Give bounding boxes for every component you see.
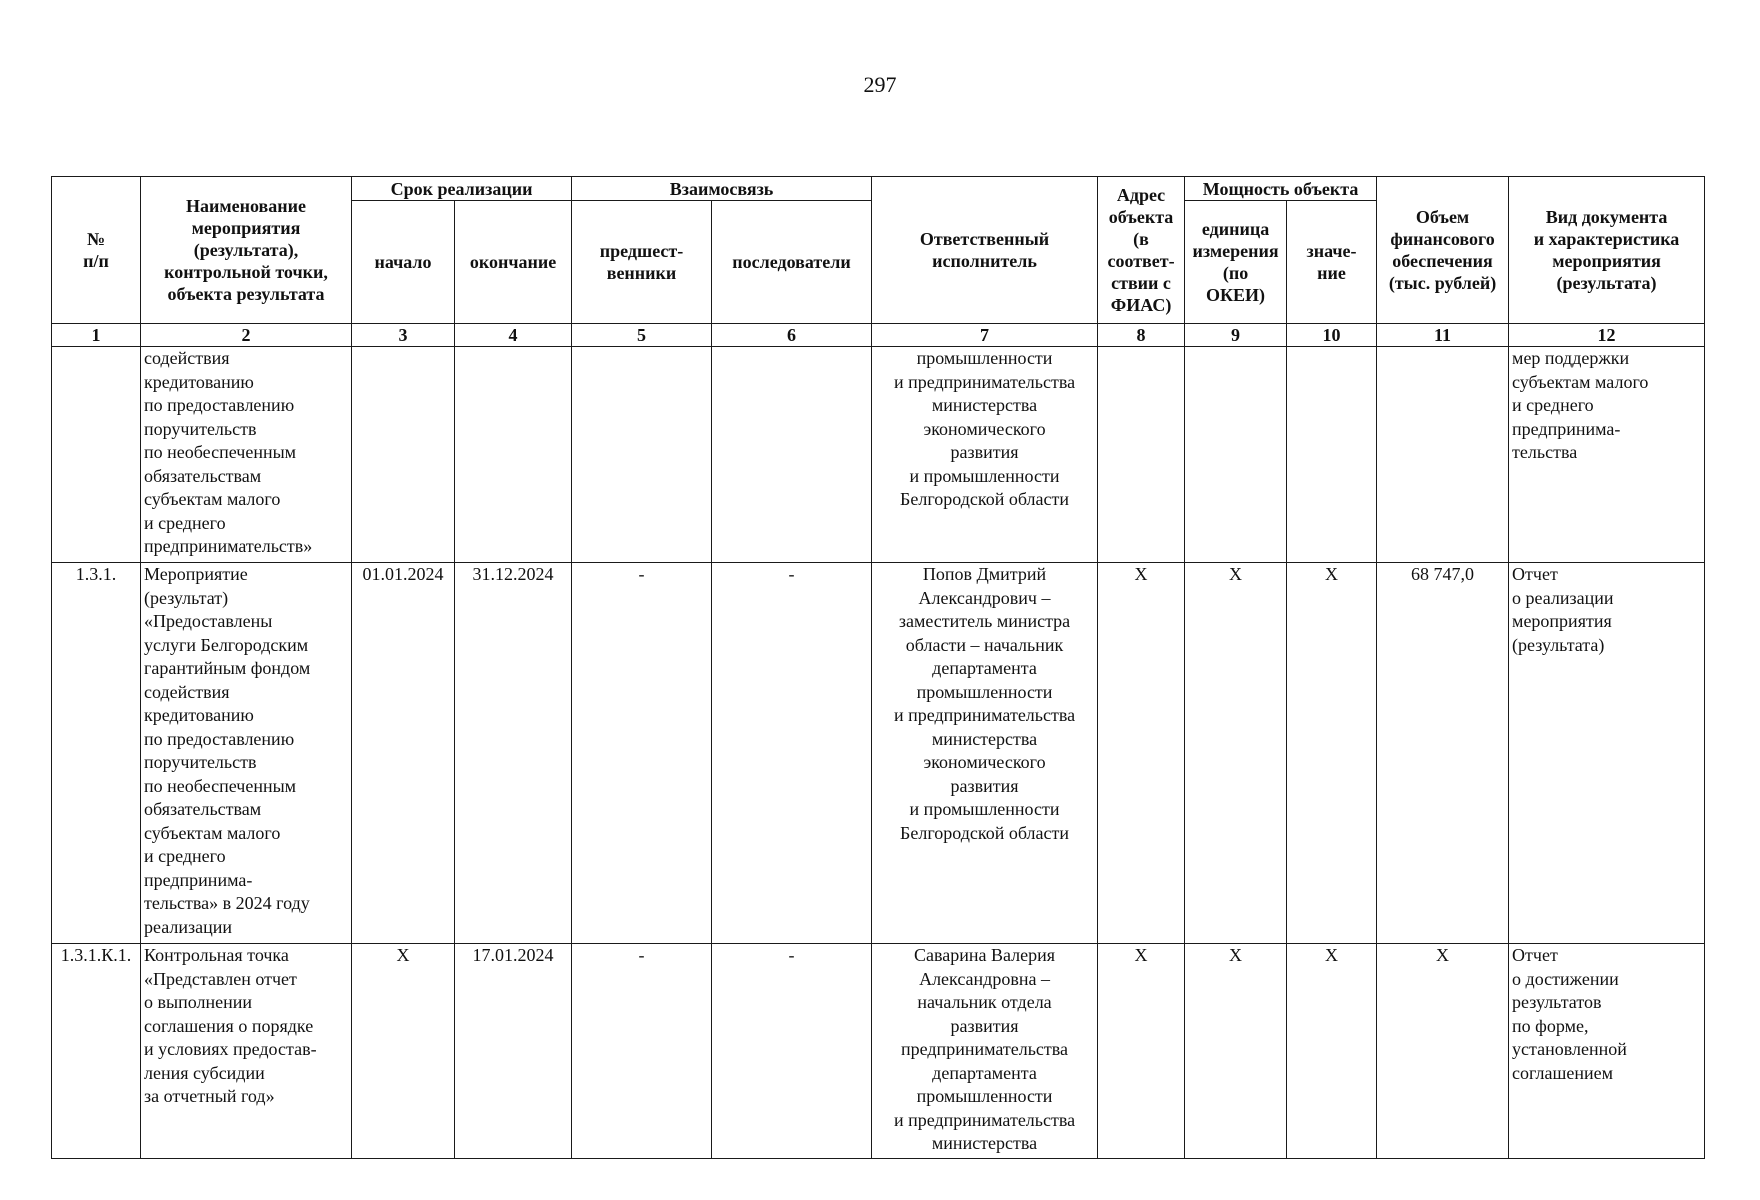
header-responsible: Ответственный исполнитель bbox=[872, 177, 1098, 324]
header-end: окончание bbox=[455, 201, 572, 324]
header-row-top bbox=[52, 177, 1705, 201]
row-value bbox=[1287, 347, 1377, 563]
row-unit: X bbox=[1185, 563, 1287, 944]
column-number: 11 bbox=[1377, 324, 1509, 347]
implementation-plan-table bbox=[51, 176, 1705, 1159]
column-number: 3 bbox=[352, 324, 455, 347]
header-capacity: Мощность объекта bbox=[1185, 177, 1377, 201]
page-number: 297 bbox=[863, 72, 897, 97]
row-successors: - bbox=[712, 944, 872, 1159]
header-start: начало bbox=[352, 201, 455, 324]
column-number: 4 bbox=[455, 324, 572, 347]
row-num: 1.3.1.К.1. bbox=[52, 944, 141, 1159]
header-link: Взаимосвязь bbox=[572, 177, 872, 201]
row-responsible: промышленности и предпринимательства министерства экономического развития и промышленности Белгородской области bbox=[872, 347, 1098, 563]
row-doc: мер поддержки субъектам малого и среднего предпринима- тельства bbox=[1509, 347, 1705, 563]
row-doc: Отчет о реализации мероприятия (результата) bbox=[1509, 563, 1705, 944]
row-end bbox=[455, 347, 572, 563]
row-name: Мероприятие (результат) «Предоставлены услуги Белгородским гарантийным фондом содействия кредитованию по предоставлению поручительств по необеспеченным обязательствам субъектам малого и среднего предпринима- тельства» в 2024 году реализации bbox=[141, 563, 352, 944]
row-start: 01.01.2024 bbox=[352, 563, 455, 944]
column-number: 12 bbox=[1509, 324, 1705, 347]
row-predecessors bbox=[572, 347, 712, 563]
column-number: 8 bbox=[1098, 324, 1185, 347]
row-finance: X bbox=[1377, 944, 1509, 1159]
row-end: 17.01.2024 bbox=[455, 944, 572, 1159]
row-finance bbox=[1377, 347, 1509, 563]
column-number: 6 bbox=[712, 324, 872, 347]
row-end: 31.12.2024 bbox=[455, 563, 572, 944]
table-row bbox=[52, 347, 1705, 563]
row-successors: - bbox=[712, 563, 872, 944]
row-finance: 68 747,0 bbox=[1377, 563, 1509, 944]
column-number: 1 bbox=[52, 324, 141, 347]
row-address bbox=[1098, 347, 1185, 563]
column-number: 9 bbox=[1185, 324, 1287, 347]
header-predecessors: предшест- венники bbox=[572, 201, 712, 324]
header-num: № п/п bbox=[52, 177, 141, 324]
row-doc: Отчет о достижении результатов по форме, установленной соглашением bbox=[1509, 944, 1705, 1159]
header-doc: Вид документа и характеристика мероприятия (результата) bbox=[1509, 177, 1705, 324]
row-num: 1.3.1. bbox=[52, 563, 141, 944]
row-responsible: Попов Дмитрий Александрович – заместитель министра области – начальник департамента промышленности и предпринимательства министерства экономического развития и промышленности Белгородской области bbox=[872, 563, 1098, 944]
row-address: X bbox=[1098, 944, 1185, 1159]
column-number-row bbox=[52, 324, 1705, 347]
row-name: Контрольная точка «Представлен отчет о выполнении соглашения о порядке и условиях предостав- ления субсидии за отчетный год» bbox=[141, 944, 352, 1159]
header-unit: единица измерения (по ОКЕИ) bbox=[1185, 201, 1287, 324]
row-unit: X bbox=[1185, 944, 1287, 1159]
row-predecessors: - bbox=[572, 563, 712, 944]
row-name: содействия кредитованию по предоставлению поручительств по необеспеченным обязательствам субъектам малого и среднего предпринимательств» bbox=[141, 347, 352, 563]
header-name: Наименование мероприятия (результата), контрольной точки, объекта результата bbox=[141, 177, 352, 324]
row-start bbox=[352, 347, 455, 563]
header-successors: последователи bbox=[712, 201, 872, 324]
column-number: 5 bbox=[572, 324, 712, 347]
row-value: X bbox=[1287, 944, 1377, 1159]
row-start: X bbox=[352, 944, 455, 1159]
table-row bbox=[52, 563, 1705, 944]
header-value: значе- ние bbox=[1287, 201, 1377, 324]
column-number: 2 bbox=[141, 324, 352, 347]
table-row bbox=[52, 944, 1705, 1159]
header-period: Срок реализации bbox=[352, 177, 572, 201]
row-responsible: Саварина Валерия Александровна – начальник отдела развития предпринимательства департамента промышленности и предпринимательства министерства bbox=[872, 944, 1098, 1159]
header-address: Адрес объекта (в соответ- ствии с ФИАС) bbox=[1098, 177, 1185, 324]
header-finance: Объем финансового обеспечения (тыс. рублей) bbox=[1377, 177, 1509, 324]
row-address: X bbox=[1098, 563, 1185, 944]
row-predecessors: - bbox=[572, 944, 712, 1159]
column-number: 7 bbox=[872, 324, 1098, 347]
row-unit bbox=[1185, 347, 1287, 563]
row-num bbox=[52, 347, 141, 563]
row-successors bbox=[712, 347, 872, 563]
row-value: X bbox=[1287, 563, 1377, 944]
column-number: 10 bbox=[1287, 324, 1377, 347]
